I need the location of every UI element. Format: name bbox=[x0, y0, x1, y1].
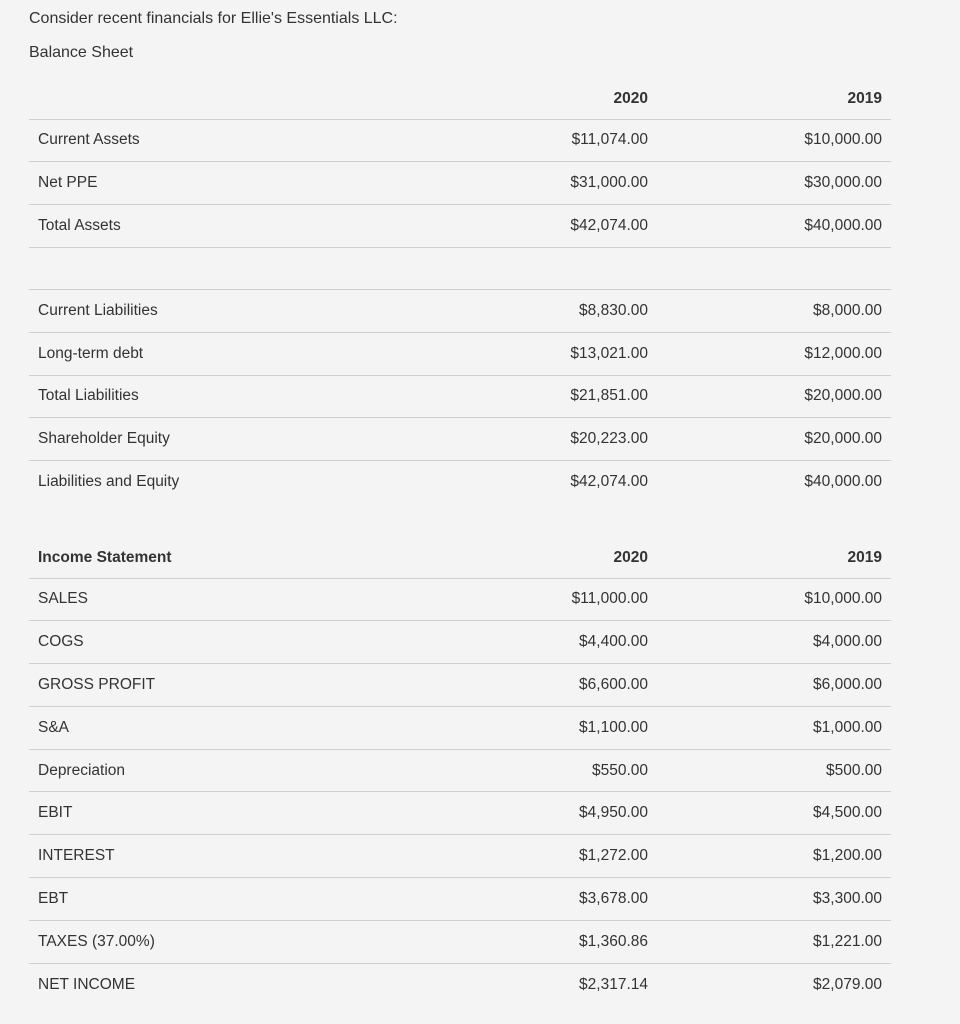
balance-sheet-title: Balance Sheet bbox=[29, 44, 134, 61]
intro-text: Consider recent financials for Ellie's Essentials LLC: bbox=[29, 10, 398, 27]
table-row bbox=[29, 119, 891, 162]
value-2019: $10,000.00 bbox=[657, 119, 891, 162]
year-header-2020: 2020 bbox=[459, 538, 657, 578]
value-2020: $4,400.00 bbox=[459, 621, 657, 664]
table-row bbox=[29, 204, 891, 247]
value-2019: $6,000.00 bbox=[657, 664, 891, 707]
table-row bbox=[29, 290, 891, 333]
table-row bbox=[29, 375, 891, 418]
value-2019: $40,000.00 bbox=[804, 473, 882, 491]
year-header-2019: 2019 bbox=[657, 538, 891, 578]
row-label: TAXES (37.00%) bbox=[29, 920, 459, 963]
value-2020: $11,074.00 bbox=[459, 119, 657, 162]
row-label: Shareholder Equity bbox=[29, 418, 459, 461]
value-2019: $3,300.00 bbox=[657, 878, 891, 921]
table-row bbox=[29, 920, 891, 963]
row-label: NET INCOME bbox=[38, 975, 136, 993]
row-label: Long-term debt bbox=[29, 332, 459, 375]
table-row bbox=[29, 621, 891, 664]
row-label: Net PPE bbox=[29, 162, 459, 205]
value-2020: $6,600.00 bbox=[459, 664, 657, 707]
table-row bbox=[29, 792, 891, 835]
row-label: S&A bbox=[29, 706, 459, 749]
header-label-cell bbox=[29, 79, 459, 119]
value-2020: $1,272.00 bbox=[459, 835, 657, 878]
value-2019: $30,000.00 bbox=[657, 162, 891, 205]
value-2020: $4,950.00 bbox=[459, 792, 657, 835]
balance-sheet-table bbox=[29, 79, 891, 503]
value-2020: $13,021.00 bbox=[459, 332, 657, 375]
income-statement-title: Income Statement bbox=[29, 538, 459, 578]
value-2020: $42,074.00 bbox=[459, 204, 657, 247]
row-label: Total Assets bbox=[29, 204, 459, 247]
table-row bbox=[29, 749, 891, 792]
table-row bbox=[29, 578, 891, 621]
value-2020: $42,074.00 bbox=[570, 473, 648, 491]
value-2020: $1,360.86 bbox=[459, 920, 657, 963]
row-label: Depreciation bbox=[29, 749, 459, 792]
value-2019: $1,221.00 bbox=[657, 920, 891, 963]
value-2020: $31,000.00 bbox=[459, 162, 657, 205]
row-label: INTEREST bbox=[29, 835, 459, 878]
value-2019: $20,000.00 bbox=[657, 418, 891, 461]
value-2020: $3,678.00 bbox=[459, 878, 657, 921]
table-row bbox=[29, 664, 891, 707]
row-label: SALES bbox=[29, 578, 459, 621]
value-2020: $2,317.14 bbox=[579, 975, 648, 993]
value-2019: $500.00 bbox=[657, 749, 891, 792]
row-label: Current Liabilities bbox=[29, 290, 459, 333]
income-statement-header-row bbox=[29, 538, 891, 578]
value-2020: $11,000.00 bbox=[459, 578, 657, 621]
table-row bbox=[29, 162, 891, 205]
value-2019: $2,079.00 bbox=[813, 975, 882, 993]
value-2020: $8,830.00 bbox=[459, 290, 657, 333]
value-2019: $1,000.00 bbox=[657, 706, 891, 749]
table-row bbox=[29, 461, 891, 504]
balance-sheet-header-row bbox=[29, 79, 891, 119]
value-2019: $4,000.00 bbox=[657, 621, 891, 664]
divider-cell bbox=[29, 247, 891, 290]
year-header-2019: 2019 bbox=[657, 79, 891, 119]
row-label: Total Liabilities bbox=[29, 375, 459, 418]
income-statement-table bbox=[29, 538, 891, 1006]
row-label: EBT bbox=[29, 878, 459, 921]
value-2019: $10,000.00 bbox=[657, 578, 891, 621]
table-row bbox=[29, 963, 891, 1006]
section-divider bbox=[29, 247, 891, 290]
value-2019: $8,000.00 bbox=[657, 290, 891, 333]
value-2019: $1,200.00 bbox=[657, 835, 891, 878]
table-row bbox=[29, 878, 891, 921]
value-2019: $20,000.00 bbox=[657, 375, 891, 418]
row-label: EBIT bbox=[29, 792, 459, 835]
row-label: Liabilities and Equity bbox=[38, 473, 180, 491]
value-2020: $550.00 bbox=[459, 749, 657, 792]
value-2020: $20,223.00 bbox=[459, 418, 657, 461]
value-2020: $1,100.00 bbox=[459, 706, 657, 749]
year-header-2020: 2020 bbox=[459, 79, 657, 119]
table-row bbox=[29, 418, 891, 461]
value-2019: $12,000.00 bbox=[657, 332, 891, 375]
table-row bbox=[29, 332, 891, 375]
value-2020: $21,851.00 bbox=[459, 375, 657, 418]
value-2019: $40,000.00 bbox=[657, 204, 891, 247]
value-2019: $4,500.00 bbox=[657, 792, 891, 835]
row-label: Current Assets bbox=[29, 119, 459, 162]
row-label: COGS bbox=[29, 621, 459, 664]
table-row bbox=[29, 835, 891, 878]
row-label: GROSS PROFIT bbox=[29, 664, 459, 707]
table-row bbox=[29, 706, 891, 749]
